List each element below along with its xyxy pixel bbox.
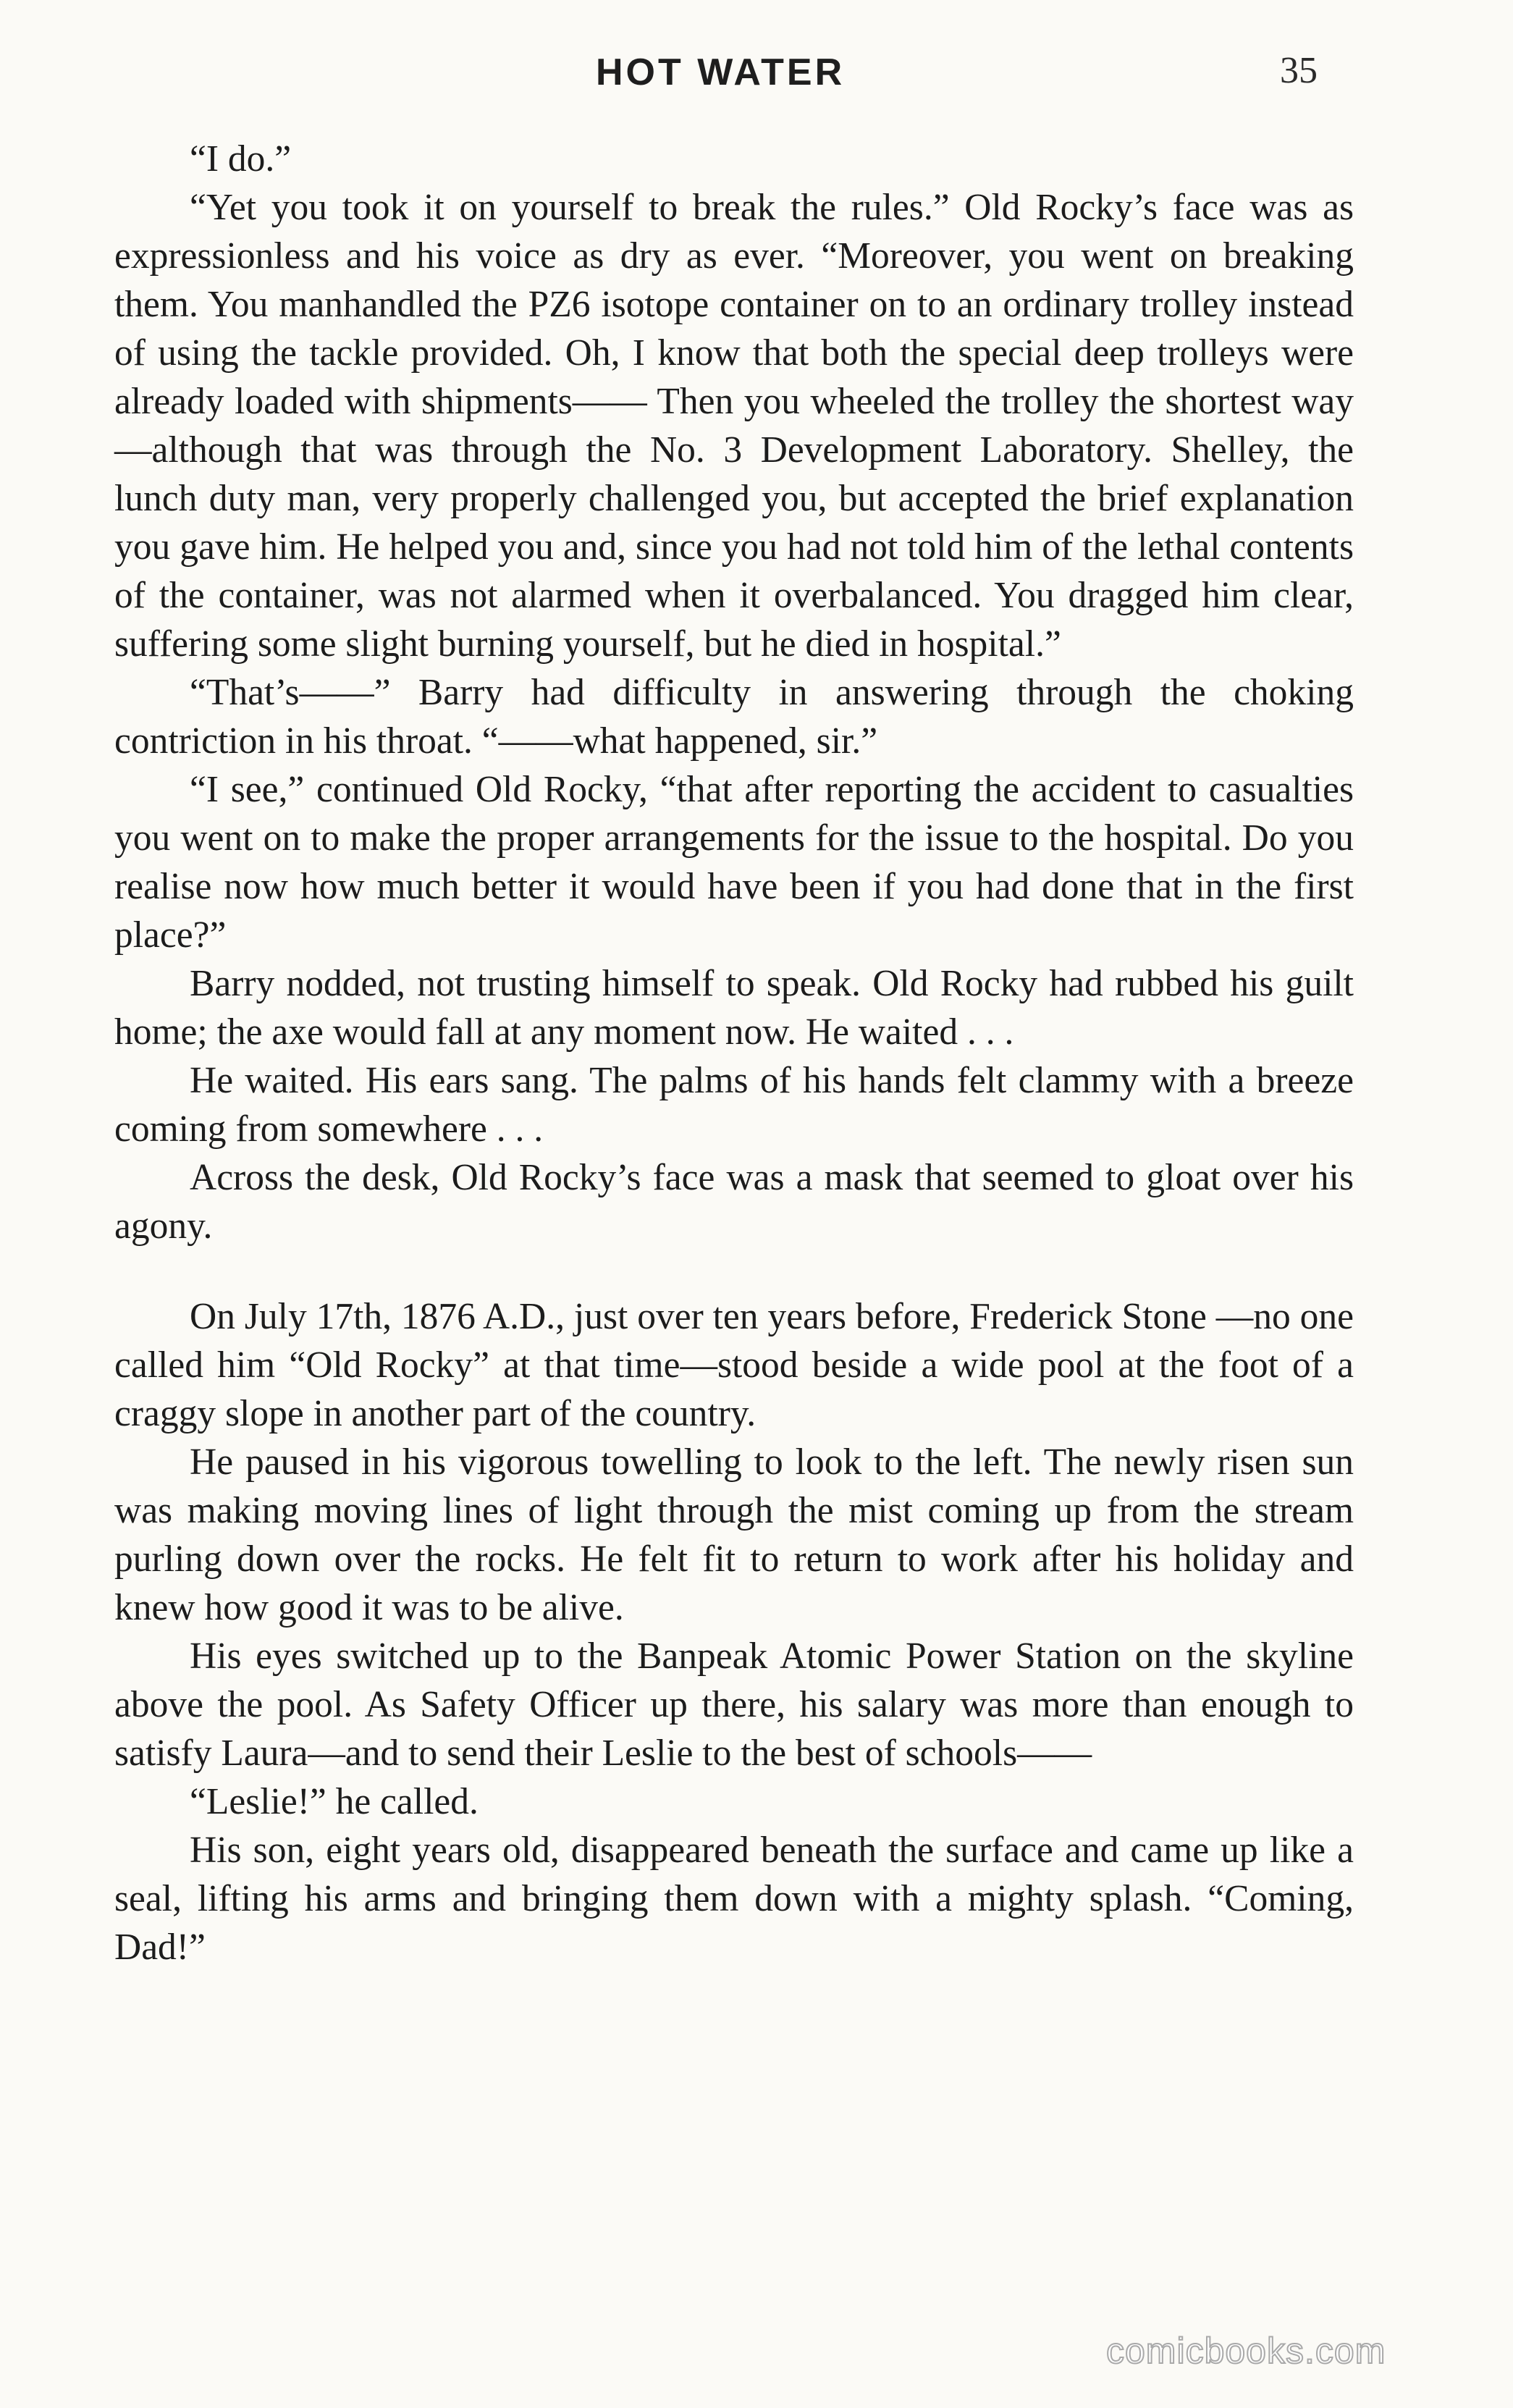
- section-break: [114, 1250, 1354, 1292]
- paragraph: Barry nodded, not trusting himself to speak. Old Rocky had rubbed his guilt home; the axe would fall at any moment now. He waited . . .: [114, 963, 1354, 1053]
- paragraph: Across the desk, Old Rocky’s face was a mask that seemed to gloat over his agony.: [114, 1157, 1354, 1247]
- paragraph: On July 17th, 1876 A.D., just over ten years before, Frederick Stone —no one called him “Old Rocky” at that time—stood beside a wide pool at the foot of a craggy slope in another part of the country.: [114, 1296, 1354, 1434]
- paragraph: “Leslie!” he called.: [190, 1781, 479, 1822]
- paragraph: “That’s——” Barry had difficulty in answering through the choking contriction in his throat. “——what happened, sir.”: [114, 672, 1354, 762]
- watermark-logo: comicbooks.com: [1106, 2331, 1386, 2371]
- body-text: [114, 135, 1354, 1971]
- page-number: 35: [1280, 50, 1318, 91]
- paragraph: “Yet you took it on yourself to break the rules.” Old Rocky’s face was as expressionless and his voice as dry as ever. “Moreover, you went on breaking them. You manhandled the PZ6 isotope container on to an ordinary trolley instead of using the tackle provided. Oh, I know that both the special deep trolleys were already loaded with shipments—— Then you wheeled the trolley the shortest way—although that was through the No. 3 Development Laboratory. Shelley, the lunch duty man, very properly challenged you, but accepted the brief explanation you gave him. He helped you and, since you had not told him of the lethal contents of the container, was not alarmed when it overbalanced. You dragged him clear, suffering some slight burning yourself, but he died in hospital.”: [114, 187, 1354, 665]
- paragraph: His eyes switched up to the Banpeak Atomic Power Station on the skyline above the pool. As Safety Officer up there, his salary was more than enough to satisfy Laura—and to send their Leslie to the best of schools——: [114, 1635, 1354, 1774]
- running-head: HOT WATER: [596, 51, 846, 93]
- paragraph: “I do.”: [190, 138, 292, 180]
- page-header: [0, 45, 1513, 103]
- paragraph: His son, eight years old, disappeared beneath the surface and came up like a seal, lifting his arms and bringing them down with a mighty splash. “Coming, Dad!”: [114, 1830, 1354, 1968]
- paragraph: “I see,” continued Old Rocky, “that after reporting the accident to casualties you went on to make the proper arrangements for the issue to the hospital. Do you realise now how much better it would have been if you had done that in the first place?”: [114, 769, 1354, 956]
- paragraph: He waited. His ears sang. The palms of his hands felt clammy with a breeze coming from somewhere . . .: [114, 1060, 1354, 1150]
- paragraph: He paused in his vigorous towelling to look to the left. The newly risen sun was making moving lines of light through the mist coming up from the stream purling down over the rocks. He felt fit to return to work after his holiday and knew how good it was to be alive.: [114, 1441, 1354, 1628]
